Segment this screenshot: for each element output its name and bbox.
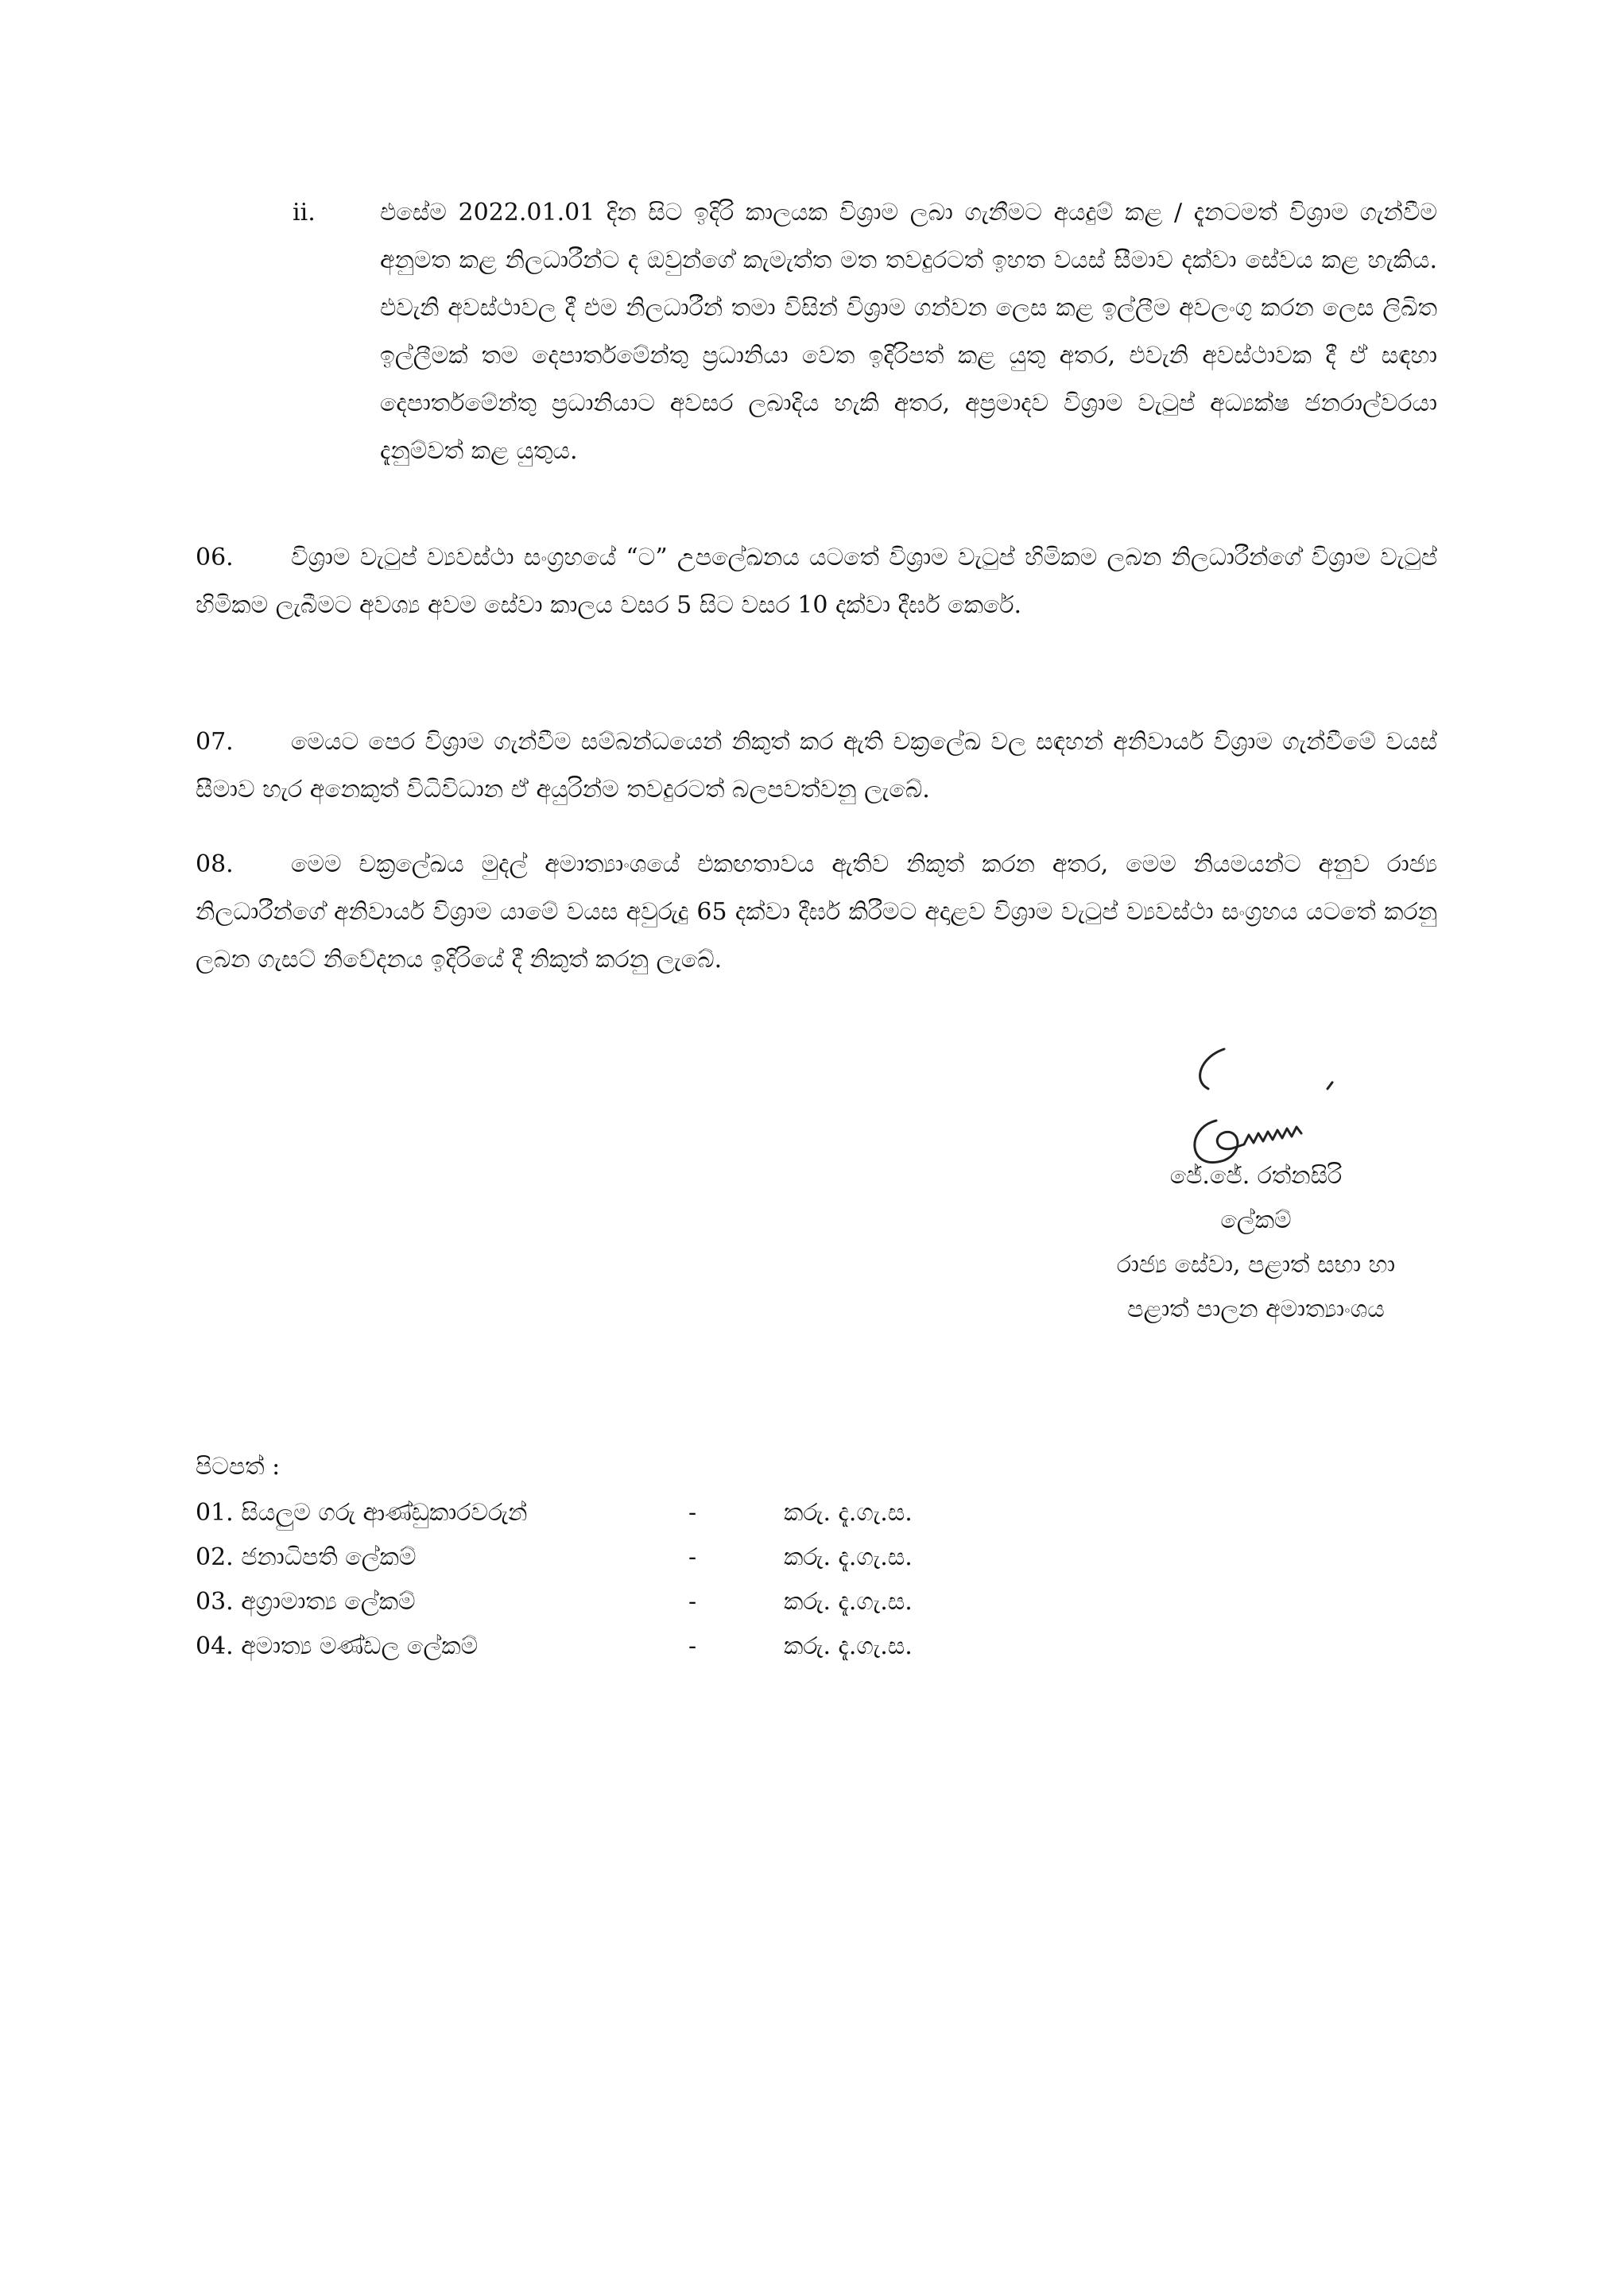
paragraph-06	[196, 534, 1437, 629]
copy-recipient: 01. සියලුම ගරු ආණ්ඩුකාරවරුන්	[196, 1499, 528, 1527]
item-number: ii.	[293, 199, 316, 227]
ministry-line-2: පළාත් පාලන අමාත්‍යාංශය	[1127, 1295, 1385, 1323]
copy-action: කරු. දැ.ගැ.ස.	[784, 1632, 913, 1660]
copy-dash: -	[688, 1543, 697, 1571]
copy-recipient: 02. ජනාධිපති ලේකම්	[196, 1543, 417, 1571]
copy-action: කරු. දැ.ගැ.ස.	[784, 1543, 913, 1571]
copy-action: කරු. දැ.ගැ.ස.	[784, 1499, 913, 1527]
ministry-line-1: රාජ්‍ය සේවා, පළාත් සභා හා	[1116, 1251, 1396, 1279]
paragraph-07	[196, 718, 1437, 814]
copy-dash: -	[688, 1499, 697, 1527]
copy-row	[196, 1491, 1308, 1535]
signatory-title: ලේකම්	[1220, 1206, 1292, 1234]
paragraph-number: 06.	[196, 544, 234, 571]
copy-row	[196, 1580, 1308, 1624]
paragraph-08	[196, 841, 1437, 984]
copy-action: කරු. දැ.ගැ.ස.	[784, 1588, 913, 1616]
paragraph-number: 07.	[196, 728, 234, 756]
copy-recipient: 04. අමාත්‍ය මණ්ඩල ලේකම්	[196, 1632, 479, 1660]
copy-dash: -	[688, 1588, 697, 1616]
signature-block	[1057, 1154, 1455, 1332]
paragraph-text: මෙම චක්‍රලේඛය මුදල් අමාත්‍යාංශයේ එකඟතාවය ඇතිව නිකුත් කරන අතර, මෙම නියමයන්ට අනුව රාජ්‍ය නිලධාරීන්ගේ අනිවාර්ය විශ්‍රාම යාමේ වයස අවුරුදු 65 දක්වා දීර්ඝ කිරීමට අදාළව විශ්‍රාම වැටුප් ව්‍යවස්ථා සංග්‍රහය යටතේ කරනු ලබන ගැසට් නිවේදනය ඉදිරියේ දී නිකුත් කරනු ලැබේ.	[196, 850, 1437, 974]
paragraph-text: මෙයට පෙර විශ්‍රාම ගැන්වීම සම්බන්ධයෙන් නිකුත් කර ඇති චක්‍රලේඛ වල සඳහන් අනිවාර්ය විශ්‍රාම ගැන්වීමේ වයස් සීමාව හැර අනෙකුත් විධිවිධාන ඒ අයුරින්ම තවදුරටත් බලපවත්වනු ලැබේ.	[196, 728, 1437, 803]
paragraph-text: විශ්‍රාම වැටුප් ව්‍යවස්ථා සංග්‍රහයේ “ට” උපලේඛනය යටතේ විශ්‍රාම වැටුප් හිමිකම ලබන නිලධාරීන්ගේ විශ්‍රාම වැටුප් හිමිකම ලැබීමට අවශ්‍ය අවම සේවා කාලය වසර 5 සිට වසර 10 දක්වා දීර්ඝ කෙරේ.	[196, 544, 1437, 619]
signatory-name: ජේ.ජේ. රත්නසිරි	[1169, 1162, 1343, 1190]
paragraph-number: 08.	[196, 850, 234, 878]
copy-row	[196, 1624, 1308, 1669]
copy-dash: -	[688, 1632, 697, 1660]
copy-recipient: 03. අග්‍රාමාත්‍ය ලේකම්	[196, 1588, 416, 1616]
copies-list	[196, 1445, 1308, 1669]
copy-row	[196, 1535, 1308, 1580]
item-text: එසේම 2022.01.01 දින සිට ඉදිරි කාලයක විශ්‍රාම ලබා ගැනීමට අයදුම් කළ / දැනටමත් විශ්‍රාම ගැන්වීම අනුමත කළ නිලධාරීන්ට ද ඔවුන්ගේ කැමැත්ත මත තවදුරටත් ඉහත වයස් සීමාව දක්වා සේවය කළ හැකිය. එවැනි අවස්ථාවල දී එම නිලධාරීන් තමා විසින් විශ්‍රාම ගන්වන ලෙස කළ ඉල්ලීම අවලංගු කරන ලෙස ලිඛිත ඉල්ලීමක් තම දෙපාර්තමේන්තු ප්‍රධානියා වෙත ඉදිරිපත් කළ යුතු අතර, එවැනි අවස්ථාවක දී ඒ සඳහා දෙපාර්තමේන්තු ප්‍රධානියාට අවසර ලබාදිය හැකි අතර, අප්‍රමාදව විශ්‍රාම වැටුප් අධ්‍යක්ෂ ජනරාල්වරයා දැනුම්වත් කළ යුතුය.	[380, 199, 1437, 465]
copies-heading: පිටපත් :	[196, 1453, 281, 1481]
